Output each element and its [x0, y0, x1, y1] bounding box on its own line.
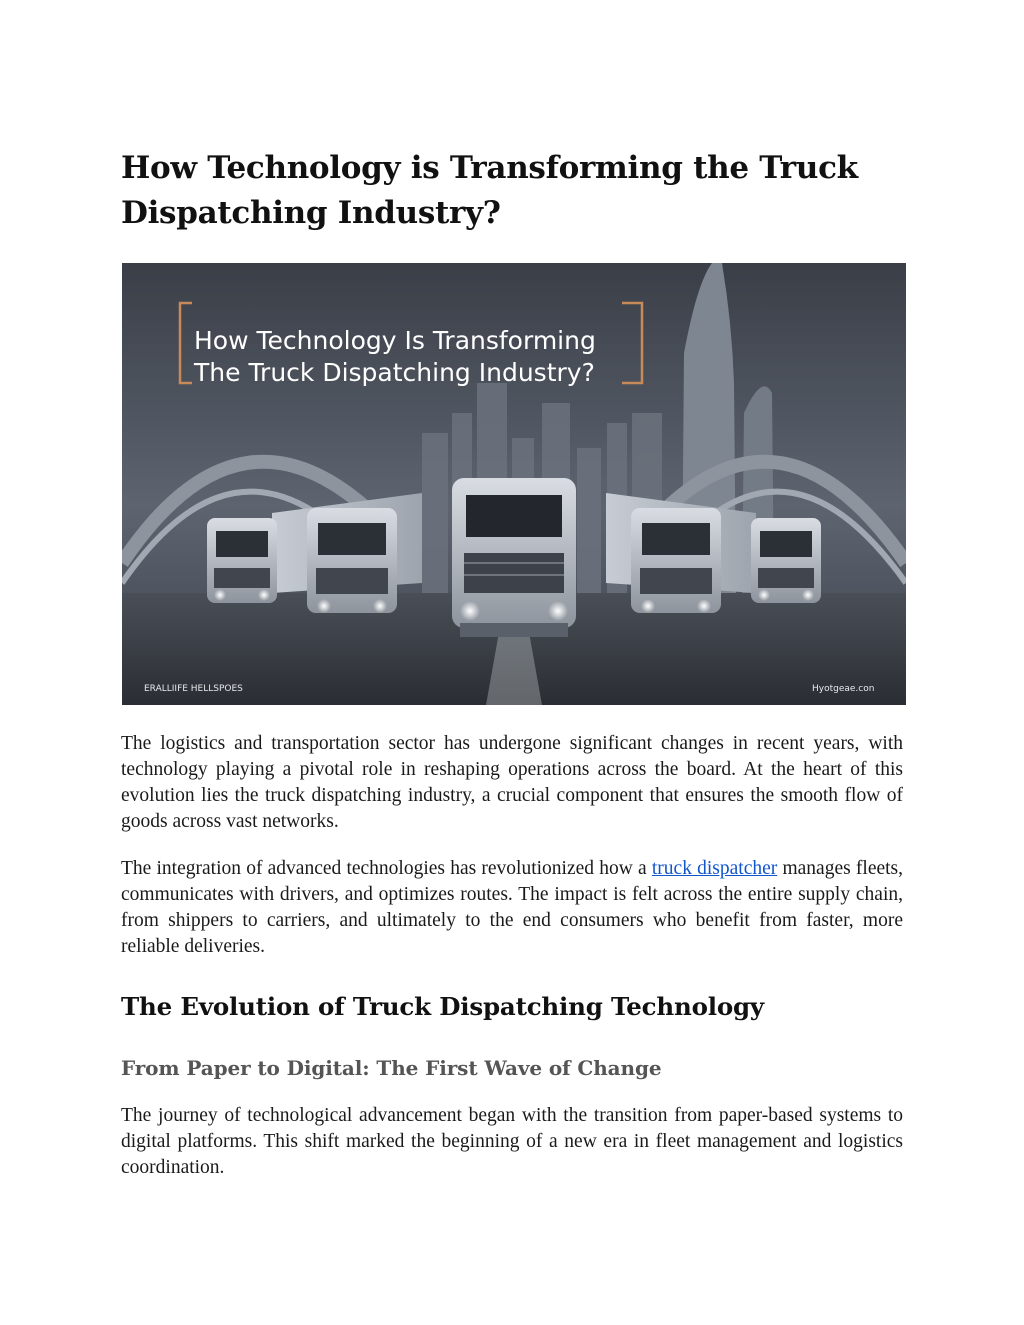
subsection-heading: From Paper to Digital: The First Wave of Change — [121, 1056, 662, 1080]
integration-paragraph — [121, 856, 903, 960]
journey-paragraph: The journey of technological advancement began with the transition from paper-based systems to digital platforms. This shift marked the beginning of a new era in fleet management and logistics coordination. — [121, 1105, 903, 1178]
hero-corner-left: ERALLIIFE HELLSPOES — [144, 684, 243, 694]
paragraph-text: manages fleets, communicates with drivers, and optimizes routes. The impact is felt across the entire supply chain, from shippers to carriers, and ultimately to the end consumers who benefit from faster, more reliable deliveries. — [121, 858, 904, 957]
hero-image — [122, 263, 906, 705]
hero-corner-right: Hyotgeae.con — [812, 684, 875, 694]
hero-overlay-line2: The Truck Dispatching Industry? — [194, 358, 595, 387]
article-title: How Technology is Transforming the Truck Dispatching Industry? — [121, 150, 858, 231]
section-heading: The Evolution of Truck Dispatching Technology — [121, 992, 764, 1021]
paragraph-text: The integration of advanced technologies has revolutionized how a — [121, 858, 652, 879]
intro-paragraph: The logistics and transportation sector has undergone significant changes in recent years, with technology playing a pivotal role in reshaping operations across the board. At the heart of this evolution lies the truck dispatching industry, a crucial component that ensures the smooth flow of goods across vast networks. — [121, 733, 903, 832]
truck-dispatcher-link[interactable]: truck dispatcher — [651, 858, 778, 879]
hero-overlay-line1: How Technology Is Transforming — [194, 326, 596, 355]
